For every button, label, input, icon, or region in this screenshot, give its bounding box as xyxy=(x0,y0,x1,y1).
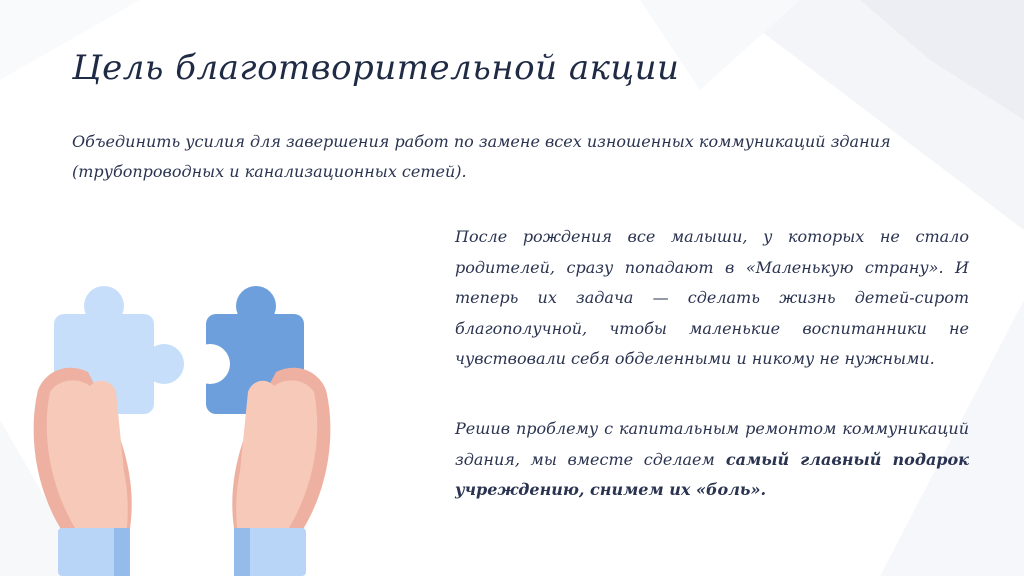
paragraph-gift-emphasis: самый главный подарок учреждению, снимем их «боль». xyxy=(455,449,969,499)
hands-holding-puzzle-pieces-icon xyxy=(28,282,340,576)
slide-subtitle: Объединить усилия для завершения работ по замене всех изношенных коммуникаций здания (трубопроводных и канализационных сетей). xyxy=(72,132,891,181)
paragraph-gift xyxy=(455,414,969,506)
paragraph-orphans: После рождения все малыши, у которых не стало родителей, сразу попадают в «Маленькую страну». И теперь их задача — сделать жизнь детей-сирот благополучной, чтобы маленькие воспитанники не чувствовали себя обделенными и никому не нужными. xyxy=(455,227,969,368)
slide-title: Цель благотворительной акции xyxy=(72,48,680,88)
paragraph-gift-text: Решив проблему с капитальным ремонтом коммуникаций здания, мы вместе сделаем xyxy=(455,419,969,469)
